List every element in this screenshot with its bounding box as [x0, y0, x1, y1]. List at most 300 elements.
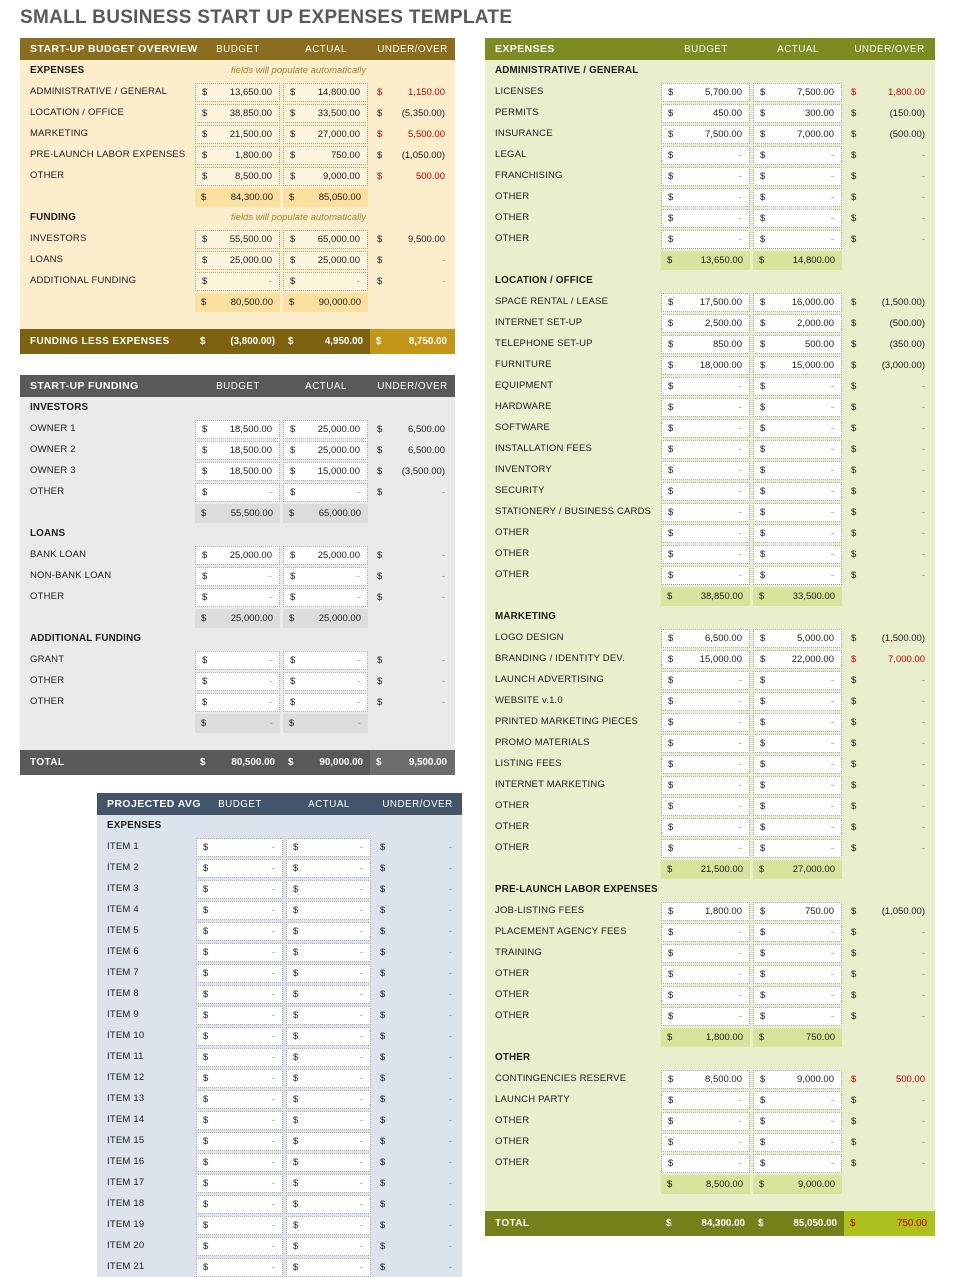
actual-input-cell[interactable] — [753, 209, 842, 228]
actual-input-cell[interactable] — [283, 462, 368, 481]
cell-value: 18,500.00 — [229, 444, 272, 456]
dollar-sign: $ — [293, 946, 299, 958]
budget-input-cell[interactable] — [196, 1006, 283, 1025]
budget-input-cell[interactable] — [661, 167, 750, 186]
cell-value: - — [271, 1177, 275, 1189]
budget-input-cell[interactable] — [195, 104, 280, 123]
budget-input-cell[interactable] — [196, 838, 283, 857]
row-label: LEGAL — [495, 149, 527, 160]
actual-input-cell[interactable] — [286, 964, 371, 983]
underover-cell — [845, 377, 933, 396]
dollar-sign: $ — [202, 654, 208, 666]
section-row — [485, 879, 935, 900]
cell-value: - — [738, 800, 742, 812]
dollar-sign: $ — [760, 527, 766, 539]
data-row — [485, 81, 935, 102]
data-row — [97, 920, 462, 941]
actual-input-cell[interactable] — [753, 1133, 842, 1152]
budget-input-cell[interactable] — [661, 503, 750, 522]
budget-input-cell[interactable] — [661, 83, 750, 102]
data-row — [485, 1110, 935, 1131]
data-row — [20, 123, 455, 144]
data-row — [97, 1130, 462, 1151]
budget-input-cell[interactable] — [661, 1154, 750, 1173]
cell-value: - — [738, 422, 742, 434]
subtotal-row — [485, 585, 935, 606]
dollar-sign: $ — [290, 275, 296, 287]
budget-input-cell[interactable] — [661, 902, 750, 921]
cell-value: - — [830, 968, 834, 980]
underover-cell — [845, 335, 933, 354]
budget-input-cell[interactable] — [661, 923, 750, 942]
row-label: ITEM 13 — [107, 1093, 145, 1104]
actual-input-cell[interactable] — [753, 104, 842, 123]
actual-input-cell[interactable] — [753, 335, 842, 354]
actual-input-cell[interactable] — [283, 272, 368, 291]
actual-input-cell[interactable] — [753, 230, 842, 249]
cell-value: 6,500.00 — [408, 444, 445, 456]
budget-input-cell[interactable] — [195, 672, 280, 691]
dollar-sign: $ — [667, 254, 673, 266]
cell-value: - — [738, 1136, 742, 1148]
budget-input-cell[interactable] — [196, 1216, 283, 1235]
budget-input-cell[interactable] — [196, 1237, 283, 1256]
dollar-sign: $ — [760, 758, 766, 770]
budget-input-cell[interactable] — [195, 83, 280, 102]
dollar-sign: $ — [760, 86, 766, 98]
dollar-sign: $ — [289, 507, 295, 519]
dollar-sign: $ — [851, 443, 857, 455]
subtotal-actual-cell — [753, 251, 842, 270]
table-body — [20, 60, 455, 329]
actual-input-cell[interactable] — [753, 671, 842, 690]
budget-input-cell[interactable] — [195, 651, 280, 670]
actual-input-cell[interactable] — [753, 398, 842, 417]
row-label: BANK LOAN — [30, 549, 87, 560]
actual-input-cell[interactable] — [753, 545, 842, 564]
dollar-sign: $ — [380, 904, 386, 916]
section-label: PRE-LAUNCH LABOR EXPENSES — [495, 884, 658, 895]
budget-input-cell[interactable] — [661, 776, 750, 795]
actual-input-cell[interactable] — [283, 420, 368, 439]
budget-input-cell[interactable] — [196, 985, 283, 1004]
budget-input-cell[interactable] — [195, 167, 280, 186]
actual-input-cell[interactable] — [753, 629, 842, 648]
actual-input-cell[interactable] — [286, 1216, 371, 1235]
actual-input-cell[interactable] — [753, 839, 842, 858]
subtotal-budget-cell — [661, 251, 750, 270]
actual-input-cell[interactable] — [286, 1195, 371, 1214]
budget-input-cell[interactable] — [195, 546, 280, 565]
data-row — [97, 836, 462, 857]
budget-input-cell[interactable] — [661, 335, 750, 354]
actual-input-cell[interactable] — [286, 1237, 371, 1256]
row-label: LICENSES — [495, 86, 544, 97]
underover-cell — [371, 230, 453, 249]
data-row — [20, 565, 455, 586]
budget-input-cell[interactable] — [195, 441, 280, 460]
budget-input-cell[interactable] — [661, 965, 750, 984]
underover-cell — [845, 1070, 933, 1089]
actual-input-cell[interactable] — [753, 1112, 842, 1131]
actual-input-cell[interactable] — [286, 1132, 371, 1151]
budget-input-cell[interactable] — [661, 209, 750, 228]
budget-input-cell[interactable] — [661, 482, 750, 501]
underover-cell — [371, 546, 453, 565]
cell-value: - — [738, 947, 742, 959]
budget-input-cell[interactable] — [661, 1007, 750, 1026]
actual-input-cell[interactable] — [753, 1154, 842, 1173]
budget-input-cell[interactable] — [196, 1027, 283, 1046]
budget-input-cell[interactable] — [196, 1090, 283, 1109]
actual-input-cell[interactable] — [286, 1174, 371, 1193]
cell-value: - — [921, 401, 925, 413]
budget-input-cell[interactable] — [196, 1195, 283, 1214]
actual-input-cell[interactable] — [753, 902, 842, 921]
budget-input-cell[interactable] — [661, 734, 750, 753]
dollar-sign: $ — [851, 149, 857, 161]
budget-input-cell[interactable] — [661, 839, 750, 858]
budget-input-cell[interactable] — [661, 566, 750, 585]
budget-input-cell[interactable] — [195, 272, 280, 291]
actual-input-cell[interactable] — [753, 566, 842, 585]
row-label: NON-BANK LOAN — [30, 570, 112, 581]
underover-cell — [845, 629, 933, 648]
cell-value: - — [738, 149, 742, 161]
actual-input-cell[interactable] — [283, 104, 368, 123]
dollar-sign: $ — [668, 506, 674, 518]
actual-input-cell[interactable] — [753, 461, 842, 480]
budget-input-cell[interactable] — [661, 650, 750, 669]
dollar-sign: $ — [202, 549, 208, 561]
data-row — [485, 1005, 935, 1026]
budget-input-cell[interactable] — [196, 1258, 283, 1277]
actual-input-cell[interactable] — [286, 1006, 371, 1025]
cell-value: - — [830, 695, 834, 707]
cell-value: - — [921, 926, 925, 938]
cell-value: - — [359, 925, 363, 937]
cell-value: 8,500.00 — [705, 1073, 742, 1085]
budget-input-cell[interactable] — [661, 629, 750, 648]
budget-input-cell[interactable] — [661, 755, 750, 774]
dollar-sign: $ — [380, 841, 386, 853]
budget-input-cell[interactable] — [195, 693, 280, 712]
underover-cell — [371, 251, 453, 270]
cell-value: (1,050.00) — [881, 905, 925, 917]
cell-value: - — [448, 925, 452, 937]
cell-value: 15,000.00 — [317, 465, 360, 477]
actual-input-cell[interactable] — [753, 83, 842, 102]
total-underover-cell — [370, 329, 455, 354]
cell-value: - — [271, 1219, 275, 1231]
actual-input-cell[interactable] — [753, 1007, 842, 1026]
actual-input-cell[interactable] — [753, 377, 842, 396]
total-underover-cell — [370, 750, 455, 775]
budget-input-cell[interactable] — [661, 818, 750, 837]
budget-input-cell[interactable] — [661, 545, 750, 564]
budget-input-cell[interactable] — [661, 524, 750, 543]
budget-input-cell[interactable] — [196, 859, 283, 878]
actual-input-cell[interactable] — [753, 776, 842, 795]
actual-input-cell[interactable] — [286, 943, 371, 962]
actual-input-cell[interactable] — [286, 1027, 371, 1046]
actual-input-cell[interactable] — [286, 838, 371, 857]
actual-input-cell[interactable] — [753, 356, 842, 375]
actual-input-cell[interactable] — [753, 923, 842, 942]
budget-input-cell[interactable] — [661, 1112, 750, 1131]
actual-input-cell[interactable] — [753, 440, 842, 459]
actual-input-cell[interactable] — [753, 986, 842, 1005]
budget-input-cell[interactable] — [196, 943, 283, 962]
budget-input-cell[interactable] — [195, 146, 280, 165]
cell-value: (500.00) — [889, 128, 925, 140]
row-label: PRE-LAUNCH LABOR EXPENSES — [30, 149, 186, 160]
dollar-sign: $ — [760, 401, 766, 413]
cell-value: - — [271, 1030, 275, 1042]
dollar-sign: $ — [760, 779, 766, 791]
data-row — [97, 962, 462, 983]
dollar-sign: $ — [760, 905, 766, 917]
actual-input-cell[interactable] — [753, 965, 842, 984]
cell-value: - — [921, 464, 925, 476]
actual-input-cell[interactable] — [753, 482, 842, 501]
actual-input-cell[interactable] — [286, 985, 371, 1004]
budget-input-cell[interactable] — [196, 1153, 283, 1172]
cell-value: 5,500.00 — [408, 128, 445, 140]
row-label: TRAINING — [495, 947, 542, 958]
actual-input-cell[interactable] — [753, 755, 842, 774]
data-row — [20, 460, 455, 481]
actual-input-cell[interactable] — [283, 83, 368, 102]
budget-input-cell[interactable] — [661, 692, 750, 711]
underover-cell — [374, 1216, 460, 1235]
dollar-sign: $ — [668, 842, 674, 854]
dollar-sign: $ — [377, 444, 383, 456]
cell-value: - — [271, 1156, 275, 1168]
budget-input-cell[interactable] — [196, 1069, 283, 1088]
budget-input-cell[interactable] — [661, 377, 750, 396]
data-row — [485, 123, 935, 144]
actual-input-cell[interactable] — [753, 1091, 842, 1110]
actual-input-cell[interactable] — [753, 818, 842, 837]
actual-input-cell[interactable] — [283, 167, 368, 186]
dollar-sign: $ — [851, 422, 857, 434]
budget-input-cell[interactable] — [661, 293, 750, 312]
budget-input-cell[interactable] — [661, 230, 750, 249]
actual-input-cell[interactable] — [753, 797, 842, 816]
cell-value: 7,000.00 — [888, 653, 925, 665]
cell-value: (3,000.00) — [881, 359, 925, 371]
cell-value: 22,000.00 — [791, 653, 834, 665]
dollar-sign: $ — [293, 1093, 299, 1105]
dollar-sign: $ — [380, 1072, 386, 1084]
budget-input-cell[interactable] — [196, 1132, 283, 1151]
budget-input-cell[interactable] — [661, 944, 750, 963]
budget-input-cell[interactable] — [196, 901, 283, 920]
actual-input-cell[interactable] — [753, 314, 842, 333]
actual-input-cell[interactable] — [286, 1153, 371, 1172]
subtotal-actual-cell — [283, 188, 368, 207]
row-label: SECURITY — [495, 485, 545, 496]
total-label: TOTAL — [495, 1218, 530, 1229]
cell-value: - — [448, 1135, 452, 1147]
underover-cell — [371, 672, 453, 691]
dollar-sign: $ — [377, 275, 383, 287]
actual-input-cell[interactable] — [286, 1258, 371, 1277]
budget-input-cell[interactable] — [195, 420, 280, 439]
budget-input-cell[interactable] — [661, 104, 750, 123]
actual-input-cell[interactable] — [286, 880, 371, 899]
actual-input-cell[interactable] — [286, 922, 371, 941]
actual-input-cell[interactable] — [283, 588, 368, 607]
budget-input-cell[interactable] — [661, 440, 750, 459]
cell-value: - — [448, 1051, 452, 1063]
budget-input-cell[interactable] — [195, 251, 280, 270]
actual-input-cell[interactable] — [286, 859, 371, 878]
cell-value: - — [448, 1198, 452, 1210]
budget-input-cell[interactable] — [661, 125, 750, 144]
dollar-sign: $ — [851, 359, 857, 371]
underover-cell — [371, 588, 453, 607]
dollar-sign: $ — [760, 506, 766, 518]
table-header — [485, 38, 935, 60]
actual-input-cell[interactable] — [283, 567, 368, 586]
budget-input-cell[interactable] — [195, 462, 280, 481]
data-row — [485, 753, 935, 774]
dollar-sign: $ — [760, 212, 766, 224]
actual-input-cell[interactable] — [283, 125, 368, 144]
actual-input-cell[interactable] — [286, 1090, 371, 1109]
actual-input-cell[interactable] — [753, 650, 842, 669]
cell-value: - — [359, 1051, 363, 1063]
row-label: OTHER — [30, 696, 65, 707]
cell-value: - — [921, 695, 925, 707]
actual-input-cell[interactable] — [753, 692, 842, 711]
budget-input-cell[interactable] — [661, 671, 750, 690]
actual-input-cell[interactable] — [283, 693, 368, 712]
actual-input-cell[interactable] — [286, 901, 371, 920]
budget-input-cell[interactable] — [195, 125, 280, 144]
budget-input-cell[interactable] — [196, 922, 283, 941]
budget-input-cell[interactable] — [196, 1111, 283, 1130]
budget-input-cell[interactable] — [661, 146, 750, 165]
budget-input-cell[interactable] — [661, 797, 750, 816]
budget-input-cell[interactable] — [661, 314, 750, 333]
underover-cell — [374, 1006, 460, 1025]
actual-input-cell[interactable] — [753, 188, 842, 207]
dollar-sign: $ — [668, 443, 674, 455]
budget-input-cell[interactable] — [196, 880, 283, 899]
total-budget-cell — [194, 329, 282, 354]
data-row — [485, 795, 935, 816]
dollar-sign: $ — [293, 1009, 299, 1021]
actual-input-cell[interactable] — [283, 672, 368, 691]
cell-value: 5,000.00 — [797, 632, 834, 644]
budget-input-cell[interactable] — [661, 1070, 750, 1089]
dollar-sign: $ — [293, 1177, 299, 1189]
actual-input-cell[interactable] — [753, 713, 842, 732]
cell-value: - — [359, 1093, 363, 1105]
data-row — [97, 1067, 462, 1088]
dollar-sign: $ — [760, 632, 766, 644]
dollar-sign: $ — [380, 1198, 386, 1210]
cell-value: (3,500.00) — [401, 465, 445, 477]
dollar-sign: $ — [668, 212, 674, 224]
budget-input-cell[interactable] — [196, 1174, 283, 1193]
data-row — [485, 690, 935, 711]
cell-value: - — [271, 883, 275, 895]
dollar-sign: $ — [759, 863, 765, 875]
budget-input-cell[interactable] — [661, 419, 750, 438]
subtotal-underover-cell — [845, 1028, 933, 1047]
budget-input-cell[interactable] — [661, 398, 750, 417]
actual-input-cell[interactable] — [753, 146, 842, 165]
budget-input-cell[interactable] — [195, 230, 280, 249]
budget-input-cell[interactable] — [196, 1048, 283, 1067]
actual-input-cell[interactable] — [753, 293, 842, 312]
budget-input-cell[interactable] — [661, 1091, 750, 1110]
budget-input-cell[interactable] — [195, 483, 280, 502]
cell-value: - — [359, 967, 363, 979]
dollar-sign: $ — [377, 675, 383, 687]
cell-value: - — [271, 988, 275, 1000]
actual-input-cell[interactable] — [753, 125, 842, 144]
budget-input-cell[interactable] — [195, 567, 280, 586]
budget-input-cell[interactable] — [661, 1133, 750, 1152]
actual-input-cell[interactable] — [283, 230, 368, 249]
cell-value: - — [448, 988, 452, 1000]
dollar-sign: $ — [668, 422, 674, 434]
row-label: OTHER — [495, 989, 530, 1000]
budget-input-cell[interactable] — [661, 356, 750, 375]
budget-input-cell[interactable] — [196, 964, 283, 983]
actual-input-cell[interactable] — [286, 1069, 371, 1088]
actual-input-cell[interactable] — [286, 1048, 371, 1067]
subtotal-budget-cell — [661, 1028, 750, 1047]
row-label: ITEM 2 — [107, 862, 139, 873]
underover-cell — [374, 943, 460, 962]
actual-input-cell[interactable] — [753, 524, 842, 543]
actual-input-cell[interactable] — [283, 251, 368, 270]
budget-input-cell[interactable] — [661, 188, 750, 207]
underover-cell — [845, 902, 933, 921]
cell-value: - — [359, 883, 363, 895]
cell-value: - — [830, 779, 834, 791]
actual-input-cell[interactable] — [283, 483, 368, 502]
budget-input-cell[interactable] — [661, 986, 750, 1005]
budget-input-cell[interactable] — [661, 461, 750, 480]
data-row — [97, 1172, 462, 1193]
actual-input-cell[interactable] — [286, 1111, 371, 1130]
actual-input-cell[interactable] — [283, 546, 368, 565]
budget-input-cell[interactable] — [195, 588, 280, 607]
cell-value: - — [268, 486, 272, 498]
data-row — [20, 691, 455, 712]
dollar-sign: $ — [201, 507, 207, 519]
actual-input-cell[interactable] — [283, 441, 368, 460]
dollar-sign: $ — [667, 1031, 673, 1043]
actual-input-cell[interactable] — [283, 651, 368, 670]
actual-input-cell[interactable] — [753, 167, 842, 186]
actual-input-cell[interactable] — [753, 1070, 842, 1089]
actual-input-cell[interactable] — [753, 734, 842, 753]
budget-input-cell[interactable] — [661, 713, 750, 732]
row-label: OTHER — [495, 968, 530, 979]
actual-input-cell[interactable] — [283, 146, 368, 165]
actual-input-cell[interactable] — [753, 419, 842, 438]
actual-input-cell[interactable] — [753, 503, 842, 522]
actual-input-cell[interactable] — [753, 944, 842, 963]
